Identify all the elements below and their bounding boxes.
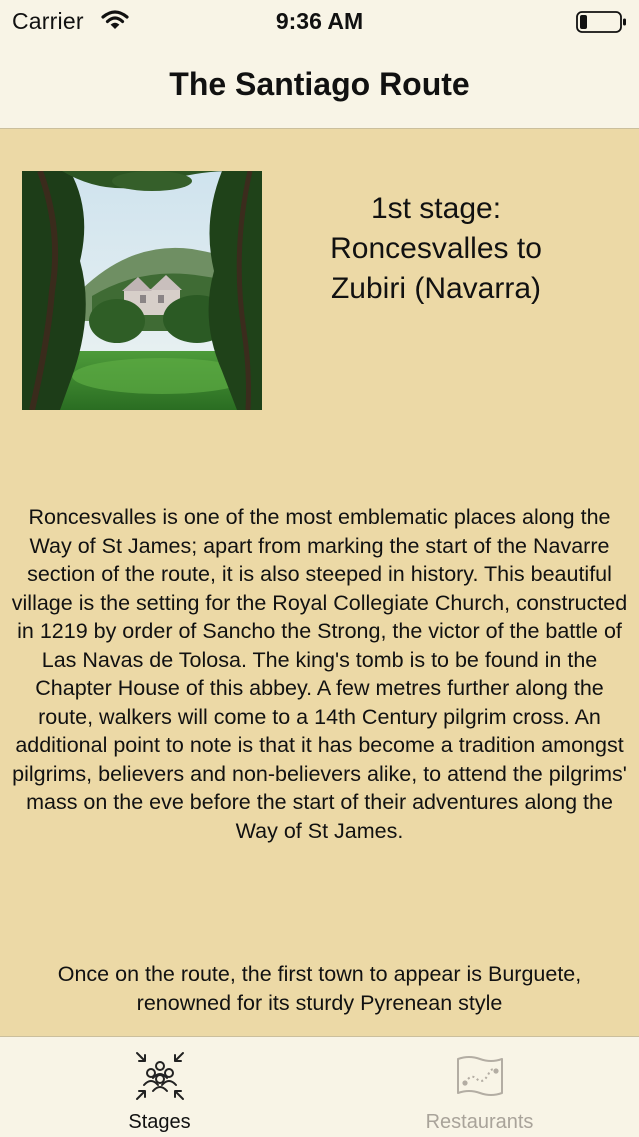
clock-label: 9:36 AM: [275, 8, 364, 34]
stage-description-continued: Once on the route, the first town to appear is Burguete, renowned for its sturdy Pyrenean style: [57, 962, 582, 1015]
carrier-label: Carrier: [12, 8, 84, 34]
tab-stages[interactable]: [0, 1037, 319, 1137]
pilgrims-group-icon: [133, 1049, 187, 1103]
stage-title: 1st stage: Roncesvalles to Zubiri (Navarra): [330, 192, 542, 305]
tab-bar: [0, 1036, 639, 1137]
tab-stages-label: Stages: [128, 1111, 191, 1133]
battery-low-icon: [576, 11, 628, 33]
page-title: The Santiago Route: [169, 66, 470, 102]
stage-description: Roncesvalles is one of the most emblematic places along the Way of St James; apart from marking the start of the Navarre section of the route, it is also steeped in history. This beautiful village is the setting for the Royal Collegiate Church, constructed in 1219 by order of Sancho the Strong, the victor of the battle of Las Navas de Tolosa. The king's tomb is to be found in the Chapter House of this abbey. A few metres further along the route, walkers will come to a 14th Century pilgrim cross. An additional point to note is that it has become a tradition amongst pilgrims, believers and non-believers alike, to attend the pilgrims' mass on the eve before the start of their adventures along the Way of St James.: [11, 505, 628, 843]
map-icon: [453, 1049, 507, 1103]
stage-detail-content[interactable]: [0, 129, 639, 1036]
tab-restaurants[interactable]: [320, 1037, 639, 1137]
forest-abbey-photo: [22, 171, 262, 410]
navigation-bar: [0, 42, 639, 129]
status-bar: [0, 0, 639, 42]
tab-restaurants-label: Restaurants: [425, 1111, 534, 1133]
